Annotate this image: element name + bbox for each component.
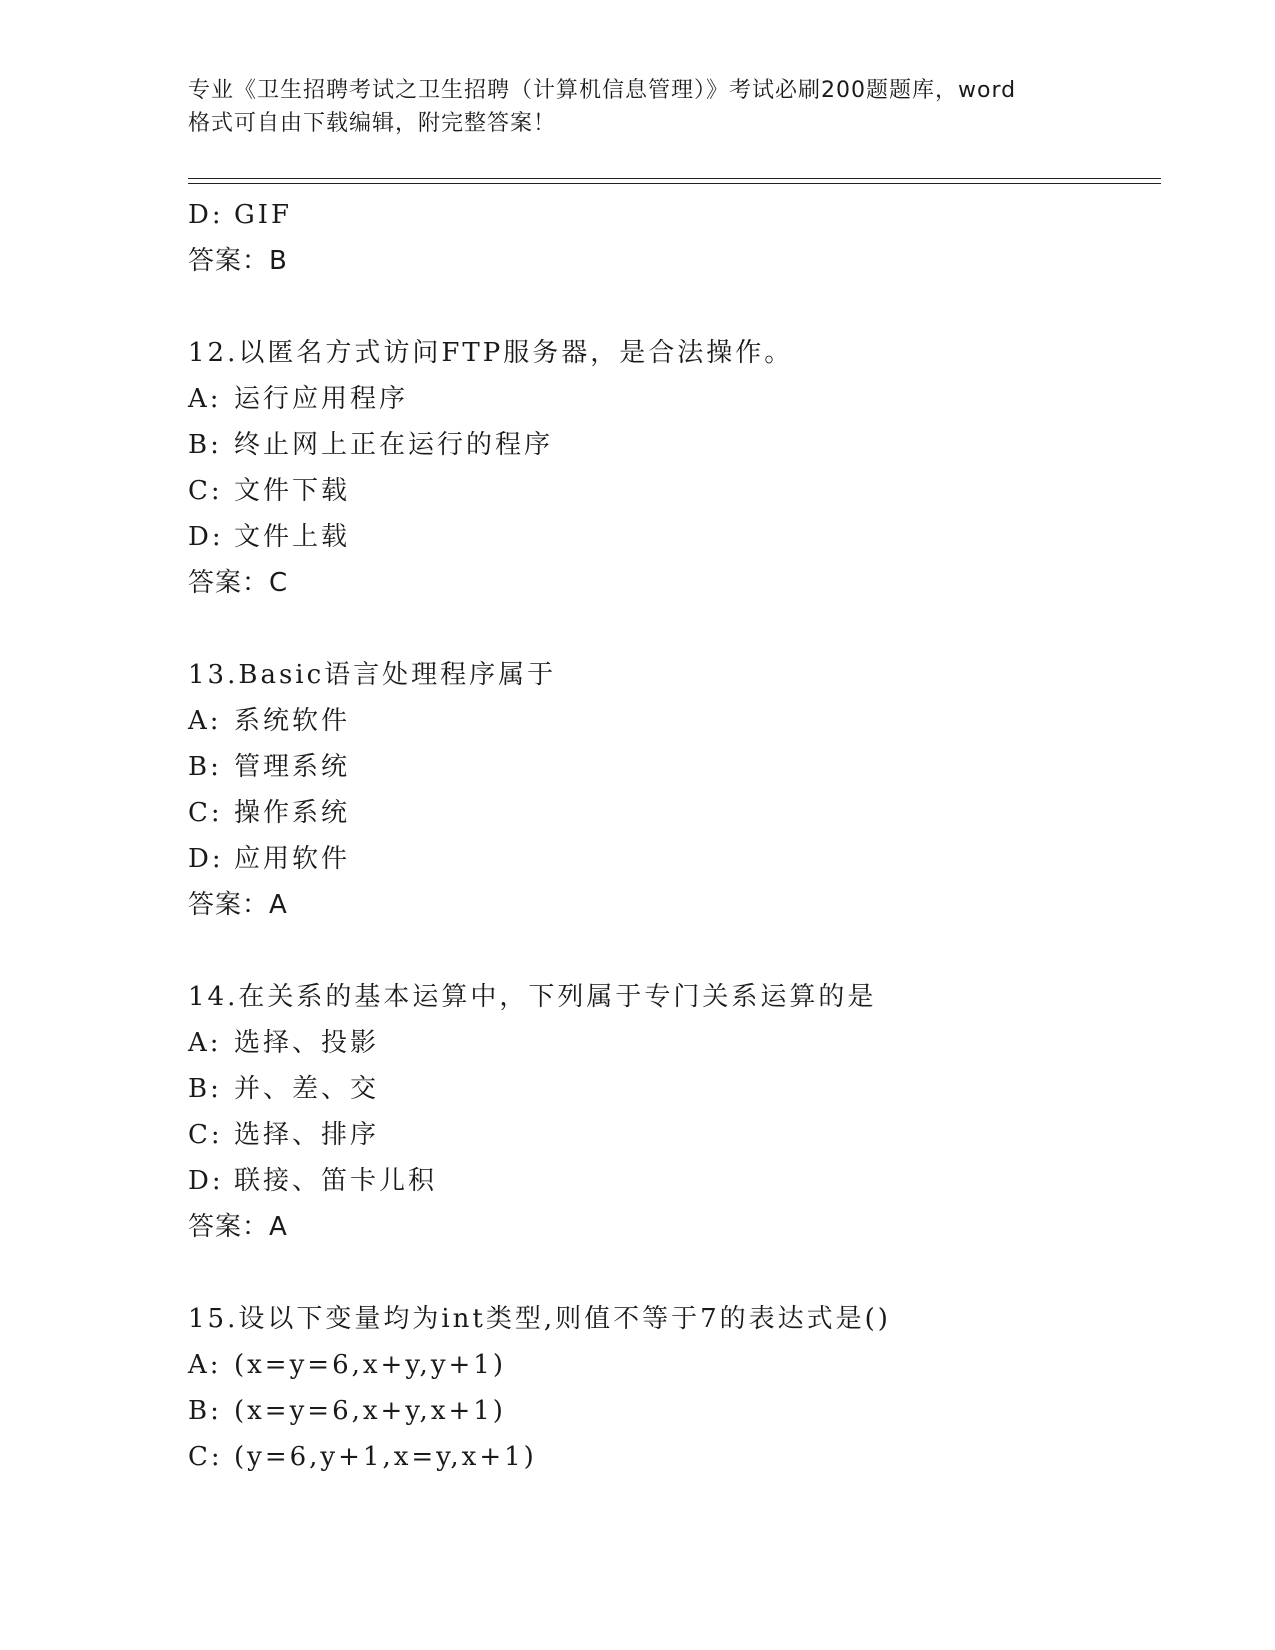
question-title: 12.以匿名方式访问FTP服务器，是合法操作。 xyxy=(188,338,794,368)
option-label: C: xyxy=(188,1120,223,1150)
option-text: GIF xyxy=(234,200,293,230)
option-text: 运行应用程序 xyxy=(234,384,409,414)
option-label: B: xyxy=(188,752,222,782)
document-header xyxy=(188,74,1088,140)
option-text: 文件下载 xyxy=(234,476,351,506)
answer: 答案：B xyxy=(188,246,288,276)
header-line-1: 专业《卫生招聘考试之卫生招聘（计算机信息管理）》考试必刷200题题库，word xyxy=(188,78,1017,103)
option-d xyxy=(188,514,1148,560)
option-c xyxy=(188,468,1148,514)
option-d xyxy=(188,192,1148,238)
option-d xyxy=(188,1158,1148,1204)
spacer xyxy=(188,284,1148,330)
option-text: 联接、笛卡儿积 xyxy=(234,1166,438,1196)
option-label: D: xyxy=(188,844,224,874)
option-label: C: xyxy=(188,1442,223,1472)
option-b xyxy=(188,744,1148,790)
spacer xyxy=(188,606,1148,652)
header-divider-top xyxy=(188,178,1161,179)
option-label: C: xyxy=(188,798,223,828)
option-label: D: xyxy=(188,200,224,230)
question-title: 15.设以下变量均为int类型,则值不等于7的表达式是() xyxy=(188,1304,891,1334)
option-c xyxy=(188,1434,1148,1480)
option-text: (y=6,y+1,x=y,x+1) xyxy=(234,1442,537,1472)
option-text: (x=y=6,x+y,y+1) xyxy=(234,1350,506,1380)
option-c xyxy=(188,1112,1148,1158)
option-text: 并、差、交 xyxy=(234,1074,380,1104)
option-label: A: xyxy=(188,1350,222,1380)
option-a xyxy=(188,1342,1148,1388)
option-text: 应用软件 xyxy=(234,844,351,874)
answer: 答案：C xyxy=(188,568,289,598)
option-text: 终止网上正在运行的程序 xyxy=(234,430,554,460)
option-a xyxy=(188,698,1148,744)
option-b xyxy=(188,1388,1148,1434)
option-text: (x=y=6,x+y,x+1) xyxy=(234,1396,506,1426)
header-divider-bottom xyxy=(188,183,1161,184)
answer: 答案：A xyxy=(188,1212,288,1242)
option-text: 文件上载 xyxy=(234,522,351,552)
option-text: 管理系统 xyxy=(234,752,351,782)
option-a xyxy=(188,1020,1148,1066)
option-a xyxy=(188,376,1148,422)
option-d xyxy=(188,836,1148,882)
option-label: A: xyxy=(188,1028,222,1058)
option-label: A: xyxy=(188,384,222,414)
option-label: B: xyxy=(188,1074,222,1104)
option-b xyxy=(188,422,1148,468)
option-c xyxy=(188,790,1148,836)
question-list xyxy=(188,192,1148,1480)
option-b xyxy=(188,1066,1148,1112)
spacer xyxy=(188,928,1148,974)
option-text: 选择、投影 xyxy=(234,1028,380,1058)
header-line-2: 格式可自由下载编辑，附完整答案！ xyxy=(188,111,557,136)
option-label: D: xyxy=(188,1166,224,1196)
option-label: B: xyxy=(188,1396,222,1426)
option-label: C: xyxy=(188,476,223,506)
option-label: B: xyxy=(188,430,222,460)
option-text: 系统软件 xyxy=(234,706,351,736)
spacer xyxy=(188,1250,1148,1296)
question-title: 14.在关系的基本运算中，下列属于专门关系运算的是 xyxy=(188,982,877,1012)
question-title: 13.Basic语言处理程序属于 xyxy=(188,660,557,690)
option-label: A: xyxy=(188,706,222,736)
option-label: D: xyxy=(188,522,224,552)
answer: 答案：A xyxy=(188,890,288,920)
option-text: 选择、排序 xyxy=(234,1120,380,1150)
option-text: 操作系统 xyxy=(234,798,351,828)
